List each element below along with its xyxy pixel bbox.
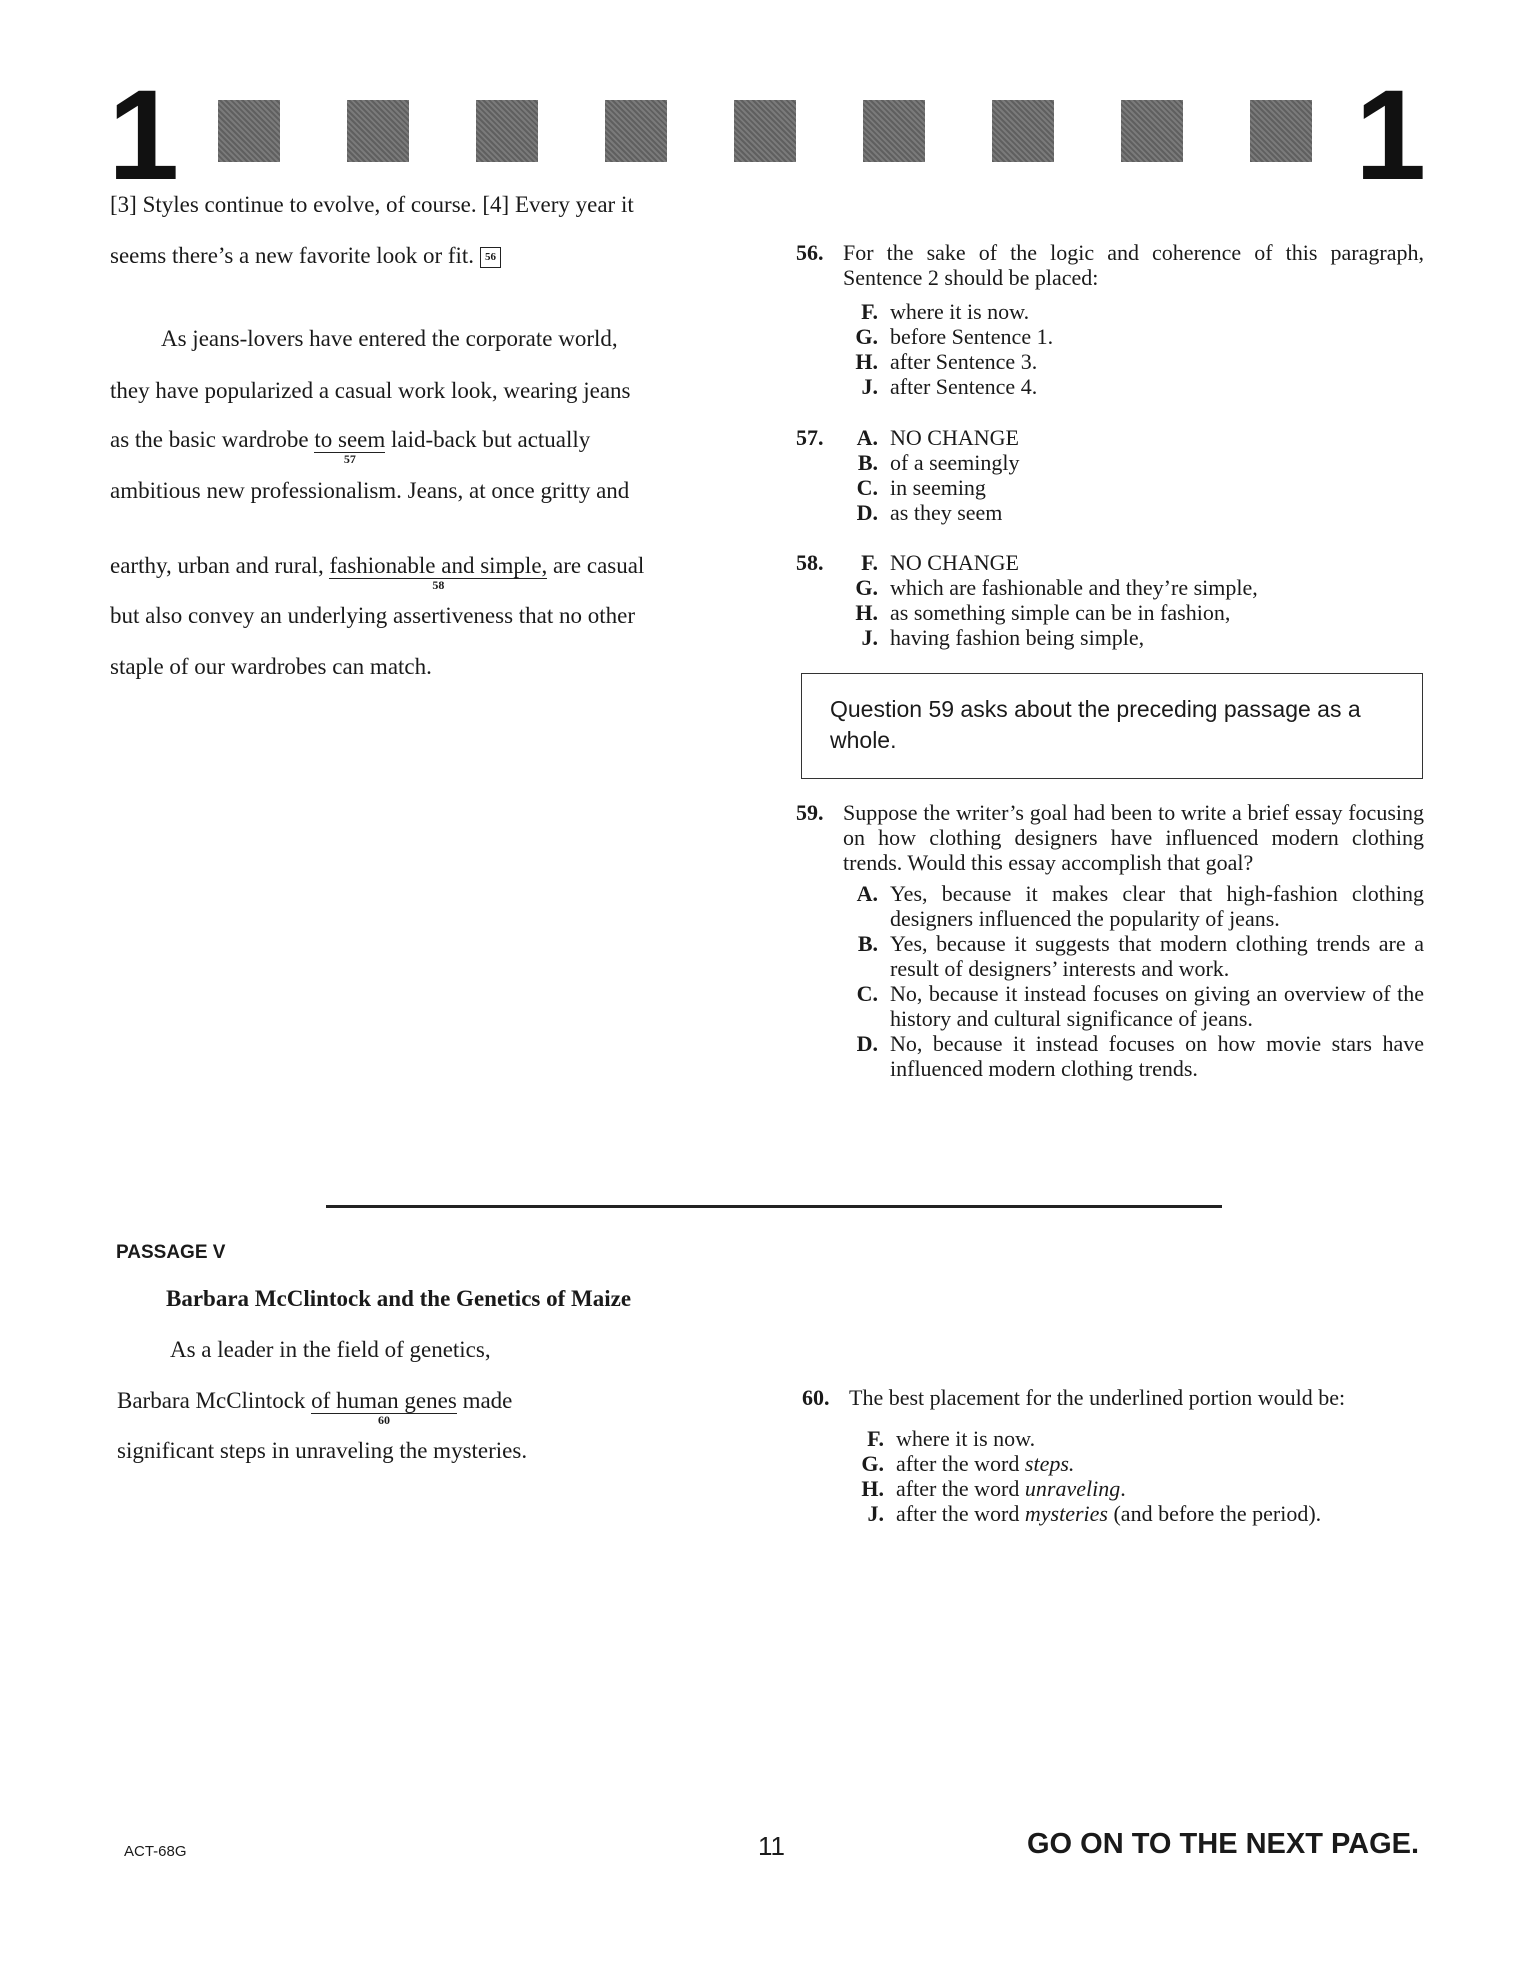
answer-option-a[interactable] xyxy=(843,425,1424,450)
question-number: 56. xyxy=(796,240,824,265)
underlined-portion-57[interactable] xyxy=(314,427,386,467)
passage-line xyxy=(110,243,501,269)
option-text: in seeming xyxy=(890,475,986,500)
option-text: after Sentence 4. xyxy=(890,374,1038,399)
answer-option-c[interactable] xyxy=(843,475,1424,500)
header-square xyxy=(734,100,796,162)
option-letter: F. xyxy=(861,550,878,575)
passage-line: As a leader in the field of genetics, xyxy=(170,1337,491,1362)
option-text: as they seem xyxy=(890,500,1003,525)
form-code: ACT-68G xyxy=(124,1843,187,1860)
passage-title: Barbara McClintock and the Genetics of Maize xyxy=(166,1286,632,1311)
section-number-right: 1 xyxy=(1355,64,1427,207)
option-text: before Sentence 1. xyxy=(890,324,1054,349)
question-number-57: 57 xyxy=(343,452,356,467)
option-text: . xyxy=(1120,1476,1126,1501)
option-letter: C. xyxy=(856,475,878,500)
option-letter: C. xyxy=(856,981,878,1006)
answer-option-j[interactable] xyxy=(843,625,1424,650)
option-text: after the word xyxy=(896,1451,1025,1476)
question-number: 59. xyxy=(796,800,824,825)
answer-option-d[interactable] xyxy=(843,1031,1424,1081)
option-letter: F. xyxy=(867,1426,884,1451)
option-letter: H. xyxy=(855,600,878,625)
option-letter: G. xyxy=(855,575,878,600)
option-letter: B. xyxy=(857,931,878,956)
header-square xyxy=(1250,100,1312,162)
question-number: 60. xyxy=(802,1385,830,1410)
option-text: Yes, because it makes clear that high-fashion clothing designers influenced the popularity of jeans. xyxy=(890,881,1424,931)
answer-option-f[interactable] xyxy=(843,550,1424,575)
answer-option-g[interactable] xyxy=(843,575,1424,600)
answer-option-a[interactable] xyxy=(843,881,1424,931)
passage-text: seems there’s a new favorite look or fit. xyxy=(110,243,475,268)
option-text-italic: steps. xyxy=(1024,1451,1075,1476)
underlined-portion-60[interactable] xyxy=(311,1388,457,1428)
question-stem: The best placement for the underlined portion would be: xyxy=(849,1385,1346,1410)
answer-option-b[interactable] xyxy=(843,450,1424,475)
option-text: NO CHANGE xyxy=(890,425,1019,450)
option-text: (and before the period). xyxy=(1107,1501,1322,1526)
page-number: 11 xyxy=(758,1831,785,1861)
question-number: 58. xyxy=(796,550,824,575)
header-square xyxy=(476,100,538,162)
option-text: where it is now. xyxy=(890,299,1030,324)
option-letter: B. xyxy=(857,450,878,475)
option-text: of a seemingly xyxy=(890,450,1020,475)
passage-text: are casual xyxy=(547,553,645,578)
option-text: which are fashionable and they’re simple, xyxy=(890,575,1258,600)
option-text-italic: unraveling xyxy=(1024,1476,1121,1501)
question-box-56[interactable]: 56 xyxy=(480,247,501,268)
passage-line xyxy=(110,553,645,593)
header-square xyxy=(1121,100,1183,162)
question-number-60: 60 xyxy=(377,1413,390,1428)
question-stem: Suppose the writer’s goal had been to write a brief essay focusing on how clothing designers have influenced modern clothing trends. Would this essay accomplish that goal? xyxy=(843,800,1424,875)
option-text: Yes, because it suggests that modern clothing trends are a result of designers’ interests and work. xyxy=(890,931,1424,981)
option-letter: D. xyxy=(856,500,878,525)
passage-label: PASSAGE V xyxy=(116,1242,226,1263)
option-letter: J. xyxy=(861,374,878,399)
header-square xyxy=(347,100,409,162)
passage-line: ambitious new professionalism. Jeans, at once gritty and xyxy=(110,478,630,503)
option-text: having fashion being simple, xyxy=(890,625,1145,650)
passage-text: as the basic wardrobe xyxy=(110,427,315,452)
option-letter: H. xyxy=(855,349,878,374)
option-text: NO CHANGE xyxy=(890,550,1019,575)
option-text: where it is now. xyxy=(896,1426,1036,1451)
option-text: No, because it instead focuses on how movie stars have influenced modern clothing trends. xyxy=(890,1031,1424,1081)
option-letter: G. xyxy=(855,324,878,349)
passage-divider-rule xyxy=(326,1205,1222,1208)
option-text-italic: mysteries xyxy=(1024,1501,1108,1526)
passage-line: significant steps in unraveling the mysteries. xyxy=(117,1438,528,1463)
question-59 xyxy=(796,800,1424,1081)
passage-line: [3] Styles continue to evolve, of course. [4] Every year it xyxy=(110,192,634,217)
option-letter: D. xyxy=(856,1031,878,1056)
answer-option-h[interactable] xyxy=(849,1476,1426,1501)
passage-line: staple of our wardrobes can match. xyxy=(110,654,432,679)
question-stem: For the sake of the logic and coherence of this paragraph, Sentence 2 should be placed: xyxy=(843,240,1424,290)
option-letter: J. xyxy=(867,1501,884,1526)
option-letter: J. xyxy=(861,625,878,650)
header-square xyxy=(605,100,667,162)
passage-line: they have popularized a casual work look, wearing jeans xyxy=(110,378,631,403)
passage-line xyxy=(117,1388,513,1428)
option-text: as something simple can be in fashion, xyxy=(890,600,1231,625)
option-letter: A. xyxy=(856,425,878,450)
option-letter: F. xyxy=(861,299,878,324)
section-number-left: 1 xyxy=(108,64,180,207)
option-letter: H. xyxy=(861,1476,884,1501)
underlined-text: fashionable and simple, xyxy=(329,553,548,578)
passage-text: laid-back but actually xyxy=(385,427,591,452)
option-text: after Sentence 3. xyxy=(890,349,1038,374)
question-60 xyxy=(802,1385,1426,1526)
answer-option-f[interactable] xyxy=(849,1426,1426,1451)
go-on-next-page: GO ON TO THE NEXT PAGE. xyxy=(1027,1828,1420,1860)
answer-option-h[interactable] xyxy=(843,349,1424,374)
underlined-portion-58[interactable] xyxy=(329,553,548,593)
passage-line: As jeans-lovers have entered the corporate world, xyxy=(161,326,618,351)
answer-option-f[interactable] xyxy=(843,299,1424,324)
underlined-text: to seem xyxy=(314,427,386,452)
answer-option-d[interactable] xyxy=(843,500,1424,525)
question-number: 57. xyxy=(796,425,824,450)
option-letter: A. xyxy=(856,881,878,906)
header-square xyxy=(218,100,280,162)
answer-option-j[interactable] xyxy=(849,1501,1426,1526)
option-letter: G. xyxy=(861,1451,884,1476)
question-57 xyxy=(796,425,1424,525)
passage-text: made xyxy=(456,1388,513,1413)
header-square xyxy=(992,100,1054,162)
passage-line: but also convey an underlying assertiveness that no other xyxy=(110,603,636,628)
answer-option-j[interactable] xyxy=(843,374,1424,399)
answer-option-g[interactable] xyxy=(849,1451,1426,1476)
answer-option-c[interactable] xyxy=(843,981,1424,1031)
answer-option-b[interactable] xyxy=(843,931,1424,981)
option-text: after the word xyxy=(896,1476,1025,1501)
passage-text: earthy, urban and rural, xyxy=(110,553,330,578)
question-58 xyxy=(796,550,1424,650)
option-text: No, because it instead focuses on giving an overview of the history and cultural significance of jeans. xyxy=(890,981,1424,1031)
whole-passage-note-box: Question 59 asks about the preceding passage as a whole. xyxy=(801,673,1423,779)
option-text: after the word xyxy=(896,1501,1025,1526)
header-square xyxy=(863,100,925,162)
passage-line xyxy=(110,427,591,467)
answer-option-h[interactable] xyxy=(843,600,1424,625)
underlined-text: of human genes xyxy=(311,1388,457,1413)
answer-option-g[interactable] xyxy=(843,324,1424,349)
question-number-58: 58 xyxy=(432,578,445,593)
passage-text: Barbara McClintock xyxy=(117,1388,312,1413)
question-56 xyxy=(796,240,1424,399)
